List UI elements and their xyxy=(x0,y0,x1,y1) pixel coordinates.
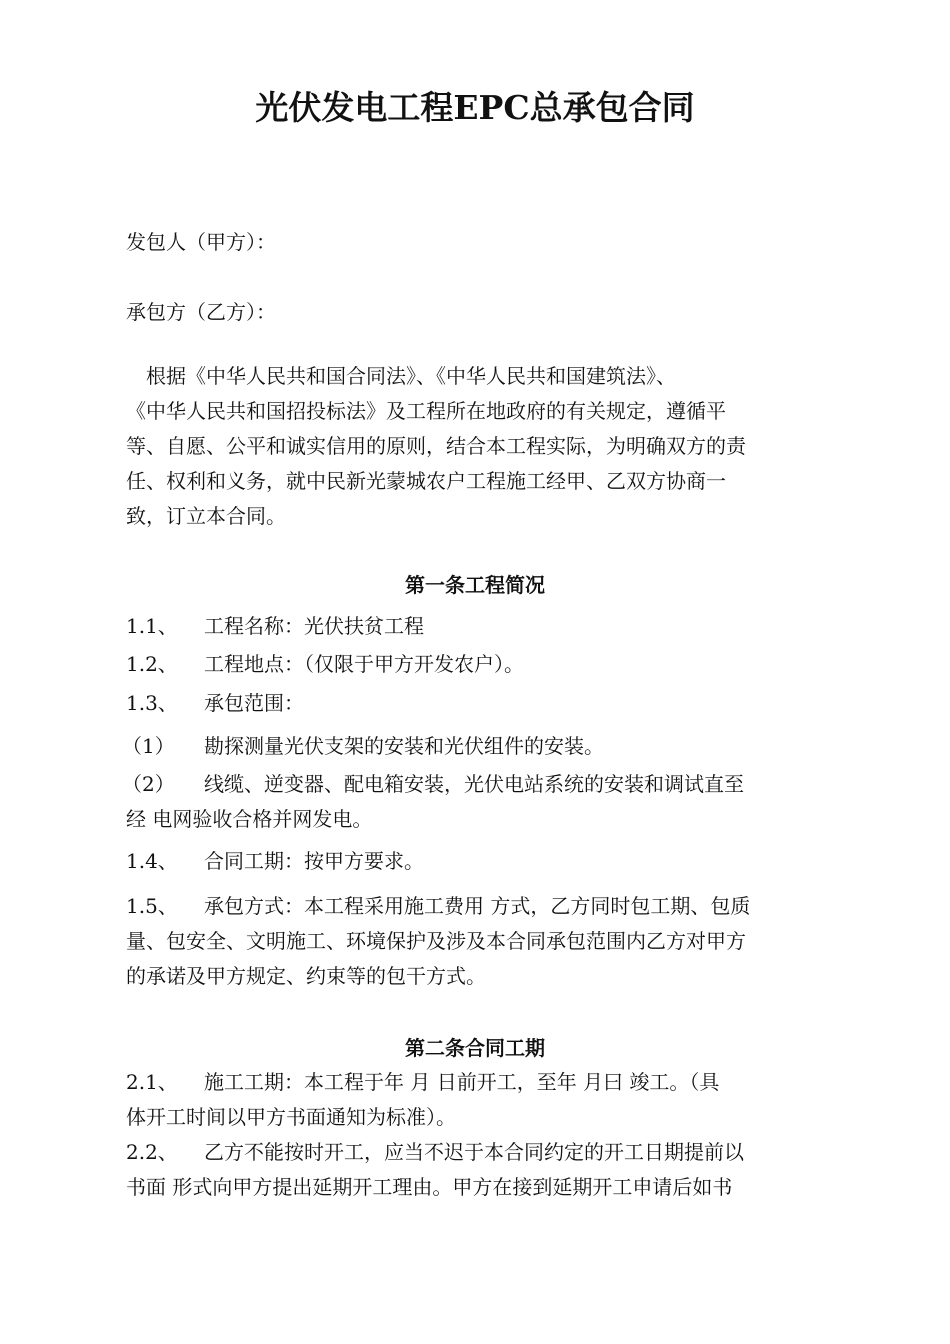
party-b-label: 承包方（乙方）： xyxy=(126,300,276,324)
contract-title: 光伏发电工程EPC总承包合同 xyxy=(255,88,695,127)
clause-text: 体开工时间以甲方书面通知为标准）。 xyxy=(126,1105,456,1129)
clause-number: 1.1、 xyxy=(126,614,178,638)
clause-text: 承包范围： xyxy=(204,691,304,715)
section-1-heading: 第一条工程简况 xyxy=(405,573,545,597)
clause-number: 1.3、 xyxy=(126,691,178,715)
clause-number: 1.4、 xyxy=(126,849,178,873)
clause-2-1 xyxy=(126,1065,826,1135)
clause-text: 工程地点：（仅限于甲方开发农户）。 xyxy=(204,652,524,676)
clause-1-4 xyxy=(126,844,826,879)
preamble-paragraph xyxy=(126,359,826,534)
clause-1-2 xyxy=(126,647,826,682)
clause-number: 2.1、 xyxy=(126,1070,178,1094)
clause-text: 工程名称：光伏扶贫工程 xyxy=(204,614,424,638)
clause-text: 书面 形式向甲方提出延期开工理由。甲方在接到延期开工申请后如书 xyxy=(126,1175,733,1199)
sub-item-2 xyxy=(122,767,822,837)
clause-text: 的承诺及甲方规定、约束等的包干方式。 xyxy=(126,964,486,988)
clause-1-1 xyxy=(126,609,826,644)
sub-item-text: 勘探测量光伏支架的安装和光伏组件的安装。 xyxy=(204,734,604,758)
clause-2-2 xyxy=(126,1135,826,1205)
party-a-label: 发包人（甲方）： xyxy=(126,230,276,254)
preamble-line: 致，订立本合同。 xyxy=(126,504,286,528)
clause-text: 乙方不能按时开工，应当不迟于本合同约定的开工日期提前以 xyxy=(204,1140,744,1164)
clause-1-3 xyxy=(126,686,826,721)
preamble-line: 等、自愿、公平和诚实信用的原则，结合本工程实际，为明确双方的责 xyxy=(126,434,746,458)
section-2-heading: 第二条合同工期 xyxy=(405,1036,545,1060)
clause-number: 2.2、 xyxy=(126,1140,178,1164)
sub-item-number: （1） xyxy=(122,734,175,758)
clause-text: 合同工期：按甲方要求。 xyxy=(204,849,424,873)
clause-text: 施工工期：本工程于年 月 日前开工，至年 月曰 竣工。（具 xyxy=(204,1070,720,1094)
preamble-line: 《中华人民共和国招投标法》及工程所在地政府的有关规定，遵循平 xyxy=(126,399,726,423)
sub-item-text: 线缆、逆变器、配电箱安装，光伏电站系统的安装和调试直至 xyxy=(204,772,744,796)
clause-text: 承包方式：本工程采用施工费用 方式，乙方同时包工期、包质 xyxy=(204,894,751,918)
preamble-line: 根据《中华人民共和国合同法》、《中华人民共和国建筑法》、 xyxy=(126,364,676,388)
clause-text: 量、包安全、文明施工、环境保护及涉及本合同承包范围内乙方对甲方 xyxy=(126,929,746,953)
sub-item-number: （2） xyxy=(122,772,175,796)
clause-number: 1.2、 xyxy=(126,652,178,676)
sub-item-text: 经 电网验收合格并网发电。 xyxy=(126,807,373,831)
clause-number: 1.5、 xyxy=(126,894,178,918)
clause-1-5 xyxy=(126,889,826,994)
sub-item-1 xyxy=(122,729,822,764)
preamble-line: 任、权利和义务，就中民新光蒙城农户工程施工经甲、乙双方协商一 xyxy=(126,469,726,493)
